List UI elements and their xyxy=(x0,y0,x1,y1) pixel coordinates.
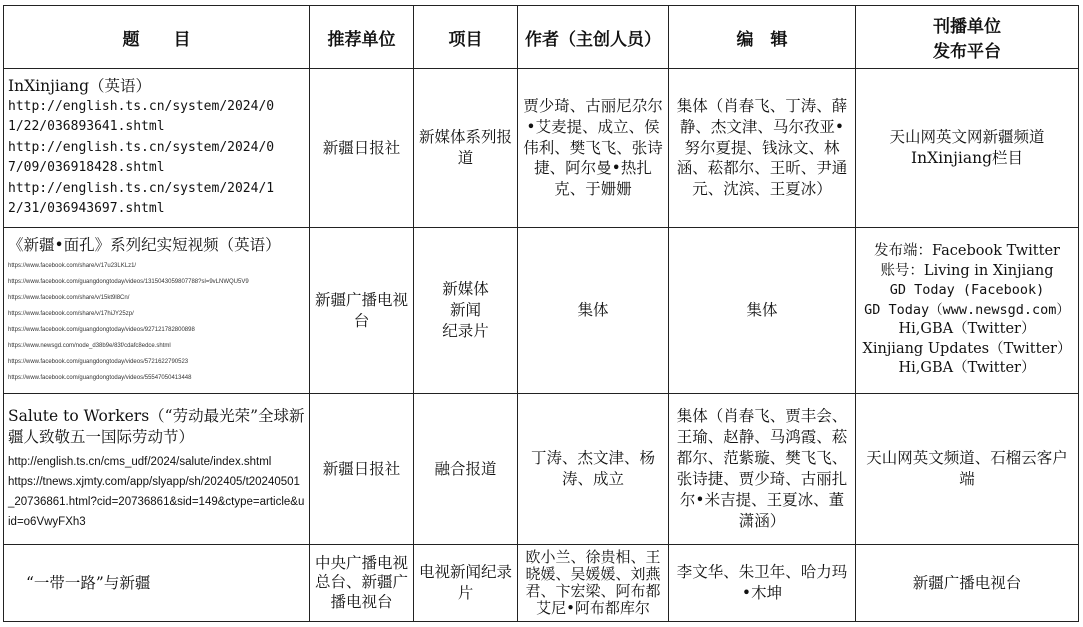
row2-link[interactable]: https://www.facebook.com/guangdongtoday/videos/55547050413448 xyxy=(8,374,192,381)
row2-item-line3: 纪录片 xyxy=(442,321,489,340)
row2-link[interactable]: https://www.facebook.com/share/v/17hiJY25zp/ xyxy=(8,310,134,317)
row3-item: 融合报道 xyxy=(414,394,518,545)
row2-unit: 新疆广播电视台 xyxy=(310,228,414,394)
header-author: 作者（主创人员） xyxy=(518,6,669,69)
row2-item-line1: 新媒体 xyxy=(442,280,489,299)
row2-publisher-line: Xinjiang Updates（Twitter） xyxy=(862,340,1072,357)
row4-unit: 中央广播电视总台、新疆广播电视台 xyxy=(310,545,414,622)
row2-link[interactable]: https://www.facebook.com/share/v/17u23LKLz1/ xyxy=(8,262,137,269)
row3-publisher: 天山网英文频道、石榴云客户端 xyxy=(856,394,1079,545)
row3-unit: 新疆日报社 xyxy=(310,394,414,545)
table-row xyxy=(4,69,1079,228)
row1-link[interactable]: http://english.ts.cn/system/2024/0 xyxy=(8,139,275,155)
row2-link[interactable]: https://www.facebook.com/guangdongtoday/videos/1315043059807788?sl=9vLNWQU5V9 xyxy=(8,278,249,285)
header-publisher-line2: 发布平台 xyxy=(933,42,1001,62)
row1-link[interactable]: 1/22/036893641.shtml xyxy=(8,119,165,135)
row1-unit: 新疆日报社 xyxy=(310,69,414,228)
header-item: 项目 xyxy=(414,6,518,69)
row1-link[interactable]: http://english.ts.cn/system/2024/1 xyxy=(8,180,275,196)
row2-title-cell xyxy=(4,228,310,394)
row1-title: InXinjiang（英语） xyxy=(8,77,151,96)
row1-link[interactable]: 2/31/036943697.shtml xyxy=(8,201,165,217)
row3-link[interactable]: http://english.ts.cn/cms_udf/2024/salute/index.shtml xyxy=(8,455,272,468)
row1-title-cell xyxy=(4,69,310,228)
row1-link[interactable]: http://english.ts.cn/system/2024/0 xyxy=(8,98,275,114)
row3-editor: 集体（肖春飞、贾丰会、王瑜、赵静、马鸿霞、菘都尔、范紫璇、樊飞飞、张诗捷、贾少琦、古丽扎尔•米吉提、王夏冰、董潇涵） xyxy=(669,394,856,545)
row2-link[interactable]: https://www.facebook.com/guangdongtoday/videos/927121782800898 xyxy=(8,326,195,333)
table-row xyxy=(4,394,1079,545)
row2-publisher-line: 发布端：Facebook Twitter xyxy=(874,243,1060,260)
row3-title-cell xyxy=(4,394,310,545)
row2-item-line2: 新闻 xyxy=(449,301,481,320)
row1-author: 贾少琦、古丽尼尕尔•艾麦提、成立、侯伟利、樊飞飞、张诗捷、阿尔曼•热扎克、于姗姗 xyxy=(518,69,669,228)
row1-editor: 集体（肖春飞、丁涛、薛静、杰文津、马尔孜亚•努尔夏提、钱泳文、林涵、菘都尔、王昕、尹通元、沈滨、王夏冰） xyxy=(669,69,856,228)
row2-publisher-line: 账号：Living in Xinjiang xyxy=(880,262,1054,279)
row2-publisher xyxy=(856,228,1079,394)
row2-link[interactable]: https://www.facebook.com/share/v/15kt9l8Cn/ xyxy=(8,294,130,301)
row1-item: 新媒体系列报道 xyxy=(414,69,518,228)
row2-title: 《新疆•面孔》系列纪实短视频（英语） xyxy=(8,236,281,255)
table-row xyxy=(4,545,1079,622)
row3-link[interactable]: https://tnews.xjmty.com/app/slyapp/sh/202405/t20240501_20736861.html?cid=20736861&sid=149&ctype=article&uid=o6VwyFXh3 xyxy=(8,475,305,528)
row3-title: Salute to Workers（“劳动最光荣”全球新疆人致敬五一国际劳动节） xyxy=(8,407,305,446)
row2-item xyxy=(414,228,518,394)
row2-author: 集体 xyxy=(518,228,669,394)
row2-publisher-line: Hi,GBA（Twitter） xyxy=(898,321,1036,338)
row1-publisher: 天山网英文网新疆频道InXinjiang栏目 xyxy=(856,69,1079,228)
table-row xyxy=(4,228,1079,394)
header-publisher-line1: 刊播单位 xyxy=(933,17,1001,37)
row4-author: 欧小兰、徐贵相、王晓媛、吴媛媛、刘燕君、卞宏梁、阿布都艾尼•阿布都库尔 xyxy=(518,545,669,622)
row2-link[interactable]: https://www.newsgd.com/node_d38b9e/83f/cdafc8edce.shtml xyxy=(8,342,171,349)
row2-publisher-line: GD Today (Facebook) xyxy=(889,282,1045,299)
row2-link[interactable]: https://www.facebook.com/guangdongtoday/videos/5721622790523 xyxy=(8,358,189,365)
header-publisher xyxy=(856,6,1079,69)
row2-publisher-line: Hi,GBA（Twitter） xyxy=(898,360,1036,377)
row4-item: 电视新闻纪录片 xyxy=(414,545,518,622)
row3-author: 丁涛、杰文津、杨涛、成立 xyxy=(518,394,669,545)
header-row xyxy=(4,6,1079,69)
row4-title: “一带一路”与新疆 xyxy=(4,545,310,622)
row4-editor: 李文华、朱卫年、哈力玛•木坤 xyxy=(669,545,856,622)
header-unit: 推荐单位 xyxy=(310,6,414,69)
row2-editor: 集体 xyxy=(669,228,856,394)
header-title: 题 目 xyxy=(4,6,310,69)
row2-publisher-line: GD Today（www.newsgd.com） xyxy=(864,301,1070,318)
awards-table xyxy=(3,5,1079,622)
row4-publisher: 新疆广播电视台 xyxy=(856,545,1079,622)
row1-link[interactable]: 7/09/036918428.shtml xyxy=(8,160,165,176)
header-editor: 编 辑 xyxy=(669,6,856,69)
